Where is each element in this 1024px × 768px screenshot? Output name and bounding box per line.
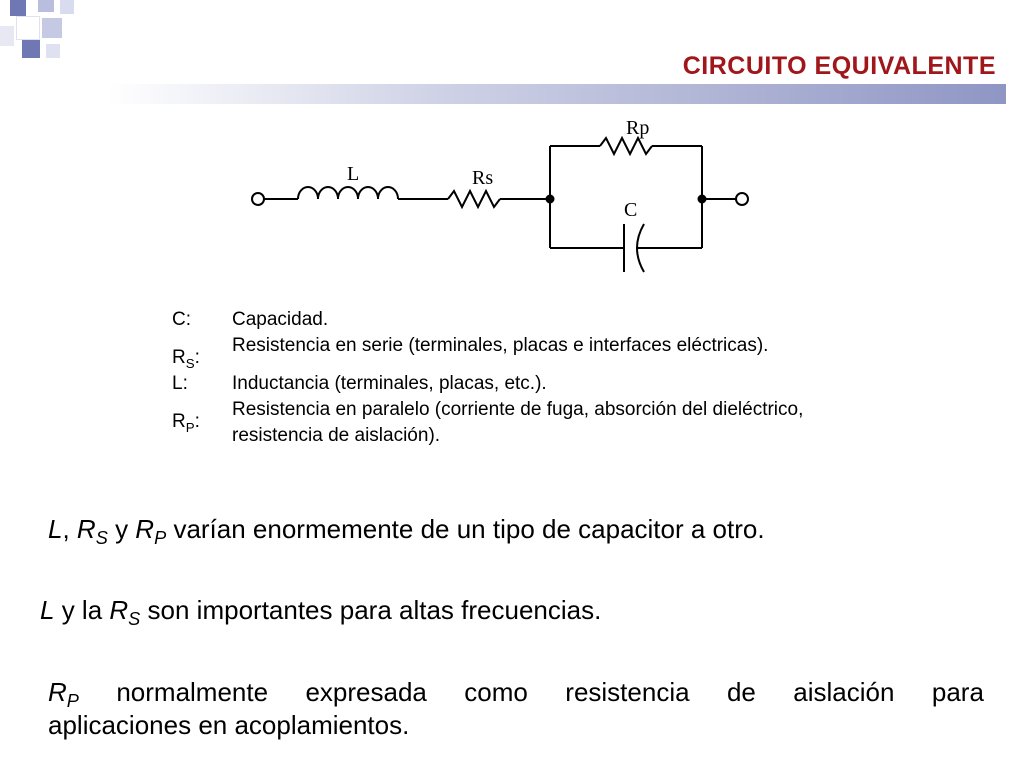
legend-row — [172, 371, 812, 397]
legend-key: L: — [172, 373, 188, 394]
corner-decoration — [0, 0, 80, 70]
label-C: C — [624, 199, 638, 221]
legend-row — [172, 397, 812, 449]
label-Rp: Rp — [626, 117, 650, 139]
parallel-resistor-symbol — [600, 138, 652, 154]
label-Rs: Rs — [472, 167, 494, 189]
legend-desc: Resistencia en serie (terminales, placas e interfaces eléctricas). — [232, 335, 769, 356]
legend-row — [172, 333, 812, 371]
legend-desc: Resistencia en paralelo (corriente de fuga, absorción del dieléctrico, resistencia de aislación). — [232, 399, 804, 446]
legend-desc: Inductancia (terminales, placas, etc.). — [232, 373, 547, 394]
statement-variation: L, $R_S$ y $R_P$ varían enormemente de un tipo de capacitor a otro. — [48, 514, 765, 549]
legend — [172, 307, 812, 449]
legend-key: $R_P$: — [172, 411, 200, 435]
legend-key: C: — [172, 309, 191, 330]
series-resistor-symbol — [448, 191, 500, 207]
statement-high-frequency: L y la $R_S$ son importantes para altas frecuencias. — [40, 595, 602, 630]
slide-title: CIRCUITO EQUIVALENTE — [682, 52, 996, 80]
legend-desc: Capacidad. — [232, 309, 329, 330]
label-L: L — [347, 163, 360, 185]
left-terminal — [252, 193, 264, 205]
right-terminal — [736, 193, 748, 205]
inductor-symbol — [298, 187, 398, 199]
statement-insulation: $R_P$ normalmente expresada como resistencia de aislación para aplicaciones en acoplamientos. — [48, 677, 984, 740]
legend-row — [172, 307, 812, 333]
equivalent-circuit-diagram — [240, 100, 760, 285]
legend-key: $R_S$: — [172, 347, 200, 371]
